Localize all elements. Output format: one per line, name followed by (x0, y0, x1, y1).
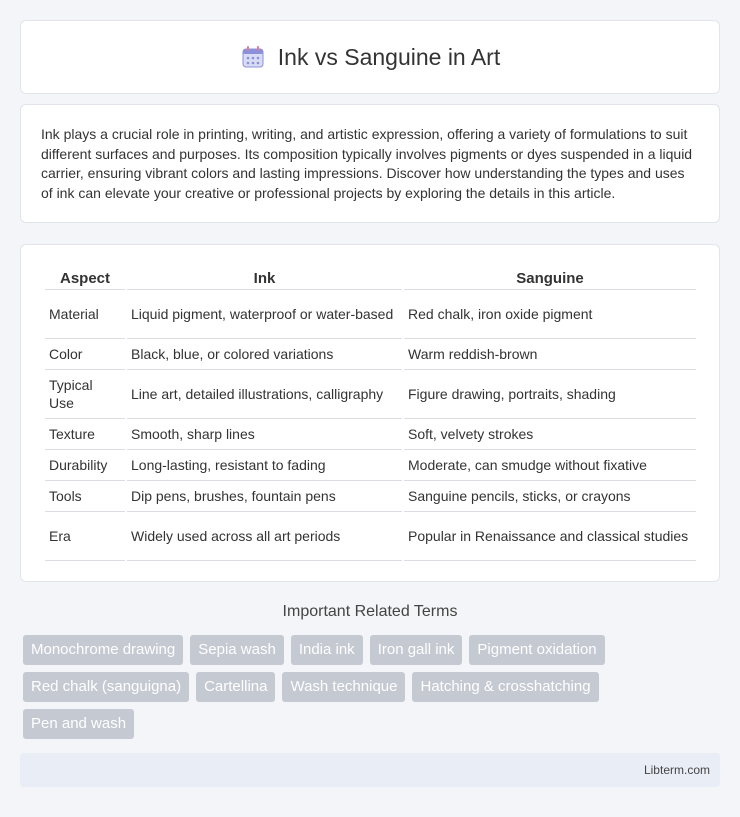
table-cell: Tools (45, 481, 125, 512)
table-row (45, 339, 696, 370)
title-card (20, 20, 720, 94)
calendar-icon (240, 44, 266, 70)
table-cell: Color (45, 339, 125, 370)
comparison-table (43, 265, 698, 561)
table-cell: Sanguine pencils, sticks, or crayons (404, 481, 696, 512)
table-row (45, 481, 696, 512)
table-row (45, 512, 696, 561)
table-row (45, 370, 696, 419)
table-cell: Texture (45, 419, 125, 450)
table-cell: Warm reddish-brown (404, 339, 696, 370)
related-terms-list (23, 635, 723, 746)
related-term-tag[interactable]: Pen and wash (23, 709, 134, 739)
table-cell: Typical Use (45, 370, 125, 419)
intro-text: Ink plays a crucial role in printing, writing, and artistic expression, offering a variety of formulations to suit different surfaces and purposes. Its composition typically involves pigments or dyes suspended in a liquid carrier, ensuring vibrant colors and lasting impressions. Discover how understanding the types and uses of ink can elevate your creative or professional projects by exploring the details in this article. (41, 126, 693, 201)
table-cell: Era (45, 512, 125, 561)
related-term-tag[interactable]: Wash technique (282, 672, 405, 702)
column-header-aspect: Aspect (45, 265, 125, 290)
table-cell: Popular in Renaissance and classical studies (404, 512, 696, 561)
table-cell: Material (45, 290, 125, 339)
table-cell: Moderate, can smudge without fixative (404, 450, 696, 481)
table-cell: Smooth, sharp lines (127, 419, 402, 450)
related-term-tag[interactable]: Monochrome drawing (23, 635, 183, 665)
table-cell: Red chalk, iron oxide pigment (404, 290, 696, 339)
table-header-row (45, 265, 696, 290)
page-title: Ink vs Sanguine in Art (277, 43, 501, 70)
table-cell: Widely used across all art periods (127, 512, 402, 561)
table-cell: Black, blue, or colored variations (127, 339, 402, 370)
related-term-tag[interactable]: Sepia wash (190, 635, 284, 665)
comparison-table-card (20, 244, 720, 582)
related-term-tag[interactable]: Hatching & crosshatching (412, 672, 598, 702)
related-term-tag[interactable]: Red chalk (sanguigna) (23, 672, 189, 702)
column-header-sanguine: Sanguine (404, 265, 696, 290)
related-term-tag[interactable]: India ink (291, 635, 363, 665)
table-cell: Liquid pigment, waterproof or water-based (127, 290, 402, 339)
table-cell: Soft, velvety strokes (404, 419, 696, 450)
column-header-ink: Ink (127, 265, 402, 290)
table-row (45, 290, 696, 339)
table-row (45, 419, 696, 450)
table-cell: Line art, detailed illustrations, calligraphy (127, 370, 402, 419)
footer (20, 753, 720, 787)
table-cell: Long-lasting, resistant to fading (127, 450, 402, 481)
related-terms-heading: Important Related Terms (282, 603, 458, 620)
related-term-tag[interactable]: Pigment oxidation (469, 635, 604, 665)
footer-site-link[interactable]: Libterm.com (643, 763, 710, 777)
related-term-tag[interactable]: Iron gall ink (370, 635, 463, 665)
intro-card (20, 104, 720, 223)
table-cell: Figure drawing, portraits, shading (404, 370, 696, 419)
table-cell: Durability (45, 450, 125, 481)
related-term-tag[interactable]: Cartellina (196, 672, 275, 702)
table-cell: Dip pens, brushes, fountain pens (127, 481, 402, 512)
table-row (45, 450, 696, 481)
